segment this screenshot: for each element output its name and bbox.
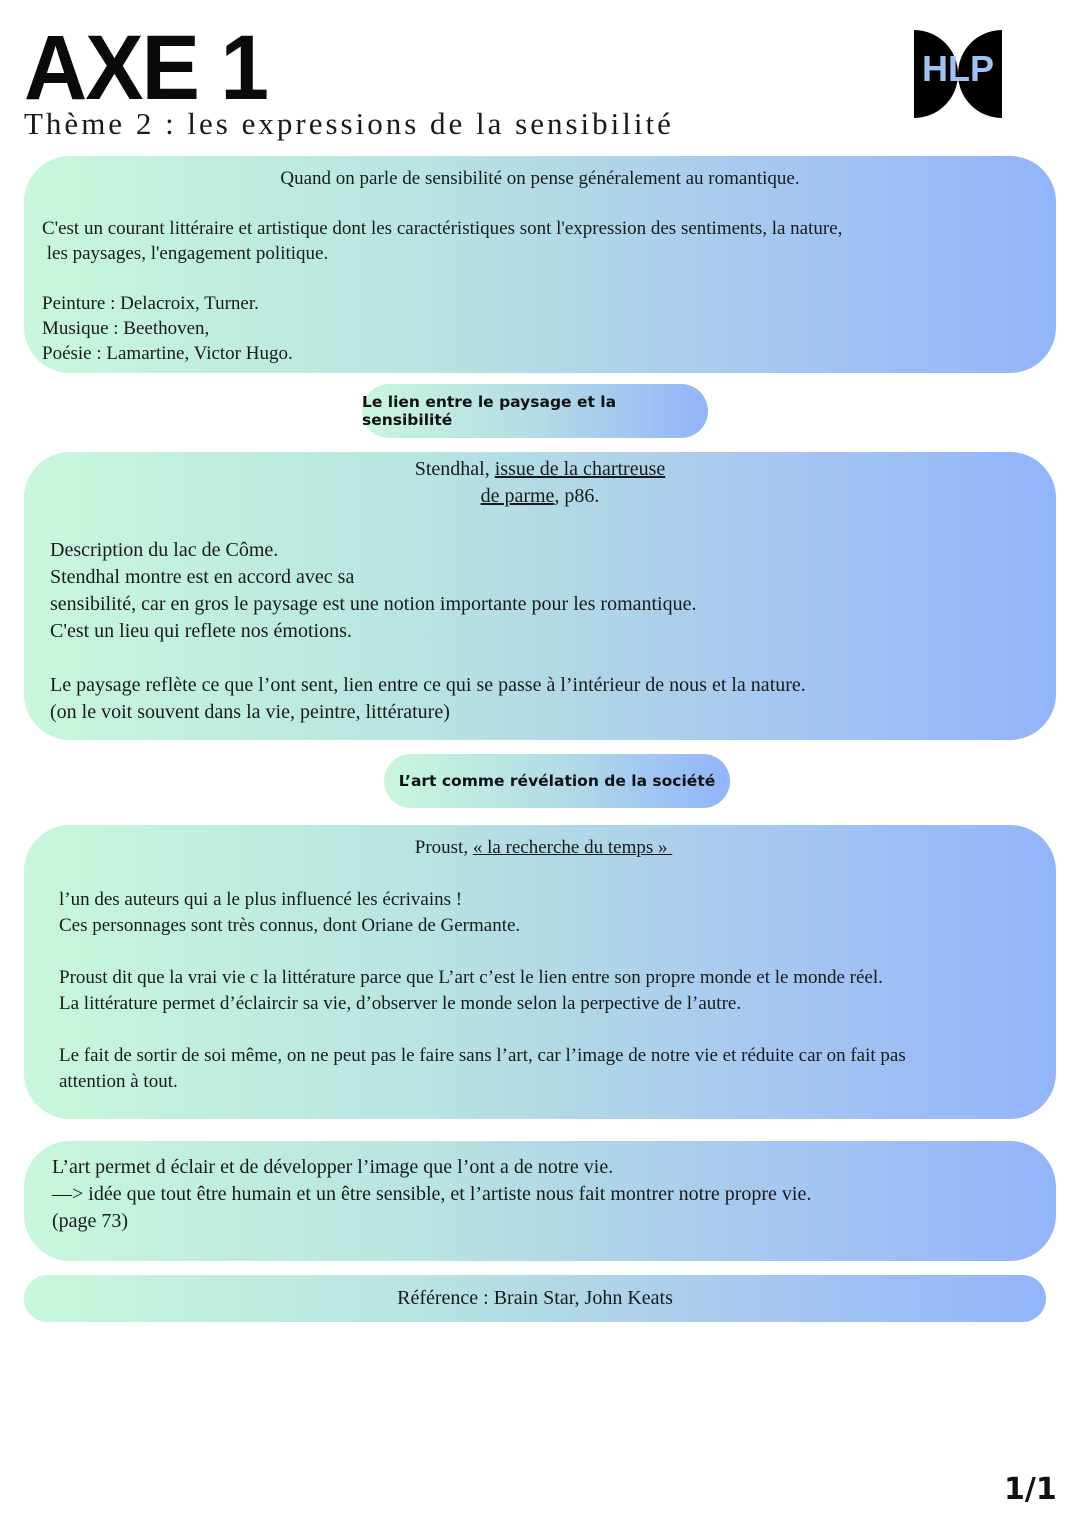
proust-line: Ces personnages sont très connus, dont Oriane de Germante.	[59, 915, 521, 936]
proust-line: Le fait de sortir de soi même, on ne peut pas le faire sans l’art, car l’image de notre vie et réduite car on fait pas	[59, 1045, 906, 1066]
page-title: AXE 1	[24, 17, 268, 119]
intro-heading: Quand on parle de sensibilité on pense généralement au romantique.	[280, 168, 800, 189]
stendhal-line: sensibilité, car en gros le paysage est une notion importante pour les romantique.	[50, 593, 697, 615]
stendhal-line: Le paysage reflète ce que l’ont sent, lien entre ce qui se passe à l’intérieur de nous et la nature.	[50, 674, 806, 696]
section-heading-label: L’art comme révélation de la société	[398, 772, 716, 790]
intro-paragraph-line2: les paysages, l'engagement politique.	[42, 243, 329, 264]
source-page: , p86.	[554, 485, 600, 507]
page-subtitle: Thème 2 : les expressions de la sensibilité	[24, 106, 674, 141]
proust-source	[59, 835, 1028, 861]
logo-text: HLP	[922, 48, 994, 89]
proust-line: La littérature permet d’éclaircir sa vie, d’observer le monde selon la perpective de l’autre.	[59, 993, 742, 1014]
conclusion-line: (page 73)	[52, 1210, 129, 1232]
stendhal-source-cont	[50, 483, 1030, 510]
section-heading-societe	[384, 754, 730, 808]
reference-box	[24, 1275, 1046, 1322]
stendhal-line: (on le voit souvent dans la vie, peintre, littérature)	[50, 701, 450, 723]
section-heading-paysage	[362, 384, 708, 438]
source-title: issue de la chartreuse	[494, 458, 666, 480]
proust-line: attention à tout.	[59, 1071, 178, 1092]
section-heading-label: Le lien entre le paysage et la sensibilité	[362, 393, 617, 429]
conclusion-line: —> idée que tout être humain et un être sensible, et l’artiste nous fait montrer notre propre vie.	[52, 1183, 812, 1205]
source-author: Proust,	[414, 837, 473, 858]
conclusion-box	[24, 1141, 1056, 1261]
reference-text: Référence : Brain Star, John Keats	[397, 1287, 673, 1309]
intro-paragraph-line1: C'est un courant littéraire et artistique dont les caractéristiques sont l'expression des sentiments, la nature,	[42, 218, 843, 239]
proust-line: Proust dit que la vrai vie c la littérature parce que L’art c’est le lien entre son propre monde et le monde réel.	[59, 967, 883, 988]
stendhal-line: Stendhal montre est en accord avec sa	[50, 566, 355, 588]
source-title: de parme	[480, 485, 555, 507]
source-title: « la recherche du temps »	[472, 837, 673, 858]
conclusion-line: L’art permet d éclair et de développer l’image que l’ont a de notre vie.	[52, 1156, 614, 1178]
stendhal-line: C'est un lieu qui reflete nos émotions.	[50, 620, 352, 642]
stendhal-box	[24, 452, 1056, 740]
proust-line: l’un des auteurs qui a le plus influencé les écrivains !	[59, 889, 463, 910]
proust-box	[24, 825, 1056, 1119]
intro-box	[24, 156, 1056, 373]
stendhal-source	[50, 456, 1030, 483]
source-author: Stendhal,	[414, 458, 495, 480]
intro-list-item: Poésie : Lamartine, Victor Hugo.	[42, 343, 293, 364]
stendhal-line: Description du lac de Côme.	[50, 539, 279, 561]
intro-list-item: Peinture : Delacroix, Turner.	[42, 293, 259, 314]
page-number: 1/1	[1004, 1472, 1057, 1507]
intro-list-item: Musique : Beethoven,	[42, 318, 210, 339]
